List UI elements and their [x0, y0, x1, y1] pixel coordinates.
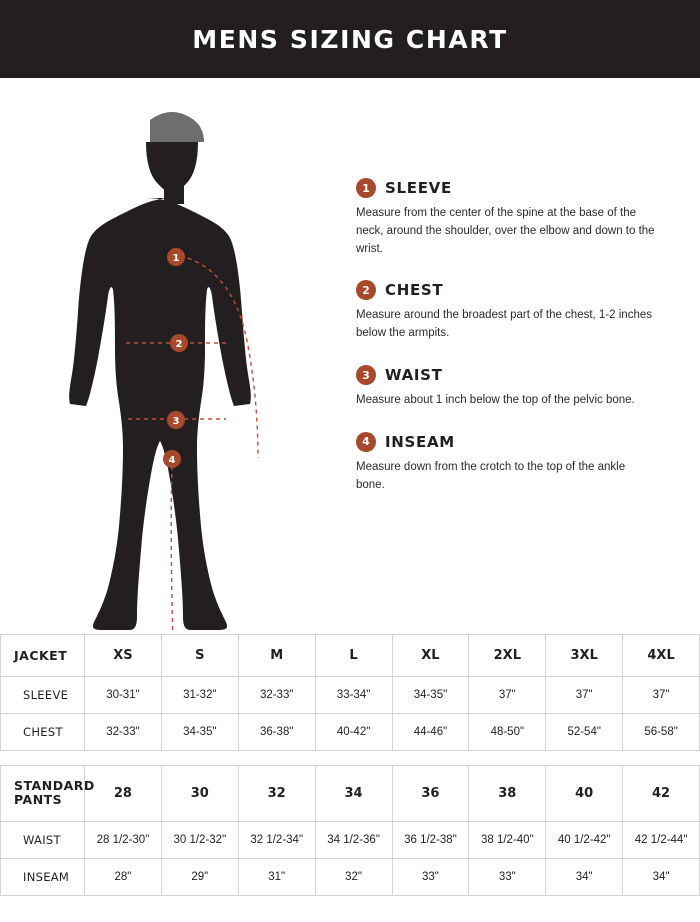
jacket-chest-2xl: 48-50" [469, 714, 546, 751]
pants-inseam-36: 33" [392, 858, 469, 895]
pants-header-32: 32 [238, 766, 315, 822]
table-row [1, 858, 700, 895]
badge-number-icon: 2 [356, 280, 376, 300]
jacket-sleeve-l: 33-34" [315, 677, 392, 714]
pants-waist-38: 38 1/2-40" [469, 821, 546, 858]
table-divider [0, 751, 700, 765]
jacket-header-3xl: 3XL [546, 635, 623, 677]
legend-desc-waist: Measure about 1 inch below the top of the pelvic bone. [356, 394, 635, 407]
jacket-sleeve-xs: 30-31" [85, 677, 162, 714]
jacket-chest-label: CHEST [1, 714, 85, 751]
measurement-guide [0, 78, 700, 634]
pants-header-38: 38 [469, 766, 546, 822]
pants-waist-28: 28 1/2-30" [85, 821, 162, 858]
table-row [1, 714, 700, 751]
legend-desc-chest: Measure around the broadest part of the chest, 1-2 inches below the armpits. [356, 309, 652, 340]
jacket-sleeve-label: SLEEVE [1, 677, 85, 714]
jacket-header-xl: XL [392, 635, 469, 677]
badge-number-icon: 1 [356, 178, 376, 198]
pants-header-28: 28 [85, 766, 162, 822]
pants-waist-30: 30 1/2-32" [161, 821, 238, 858]
jacket-chest-m: 36-38" [238, 714, 315, 751]
pants-header-40: 40 [546, 766, 623, 822]
pants-inseam-34: 32" [315, 858, 392, 895]
legend-item-sleeve [356, 178, 676, 258]
jacket-chest-3xl: 52-54" [546, 714, 623, 751]
jacket-sleeve-3xl: 37" [546, 677, 623, 714]
legend-head-inseam [356, 432, 676, 452]
jacket-header-2xl: 2XL [469, 635, 546, 677]
figure-marker-2 [170, 334, 188, 352]
legend-title-waist: WAIST [385, 366, 443, 385]
pants-waist-40: 40 1/2-42" [546, 821, 623, 858]
legend-title-chest: CHEST [385, 281, 444, 300]
legend-head-sleeve [356, 178, 676, 198]
jacket-header-m: M [238, 635, 315, 677]
body-figure-illustration [0, 78, 345, 634]
jacket-chest-l: 40-42" [315, 714, 392, 751]
jacket-header-xs: XS [85, 635, 162, 677]
figure-marker-1 [167, 248, 185, 266]
jacket-header-s: S [161, 635, 238, 677]
legend-title-inseam: INSEAM [385, 432, 455, 451]
pants-header-42: 42 [623, 766, 700, 822]
pants-size-table [0, 765, 700, 896]
pants-inseam-30: 29" [161, 858, 238, 895]
badge-number-icon: 3 [356, 365, 376, 385]
legend-title-sleeve: SLEEVE [385, 179, 452, 197]
jacket-chest-4xl: 56-58" [623, 714, 700, 751]
jacket-sleeve-m: 32-33" [238, 677, 315, 714]
legend-desc-inseam: Measure down from the crotch to the top of the ankle bone. [356, 460, 626, 491]
jacket-size-table [0, 634, 700, 751]
legend-item-chest [356, 280, 676, 343]
svg-text:1: 1 [172, 253, 180, 264]
jacket-sleeve-2xl: 37" [469, 677, 546, 714]
badge-number-icon: 4 [356, 432, 376, 452]
jacket-sleeve-4xl: 37" [623, 677, 700, 714]
figure-marker-4 [163, 450, 181, 468]
pants-header-label: STANDARD PANTS [1, 766, 85, 822]
pants-header-30: 30 [161, 766, 238, 822]
jacket-header-label: JACKET [1, 635, 85, 677]
pants-waist-42: 42 1/2-44" [623, 821, 700, 858]
table-row [1, 677, 700, 714]
table-header-row [1, 635, 700, 677]
jacket-sleeve-xl: 34-35" [392, 677, 469, 714]
legend-item-inseam [356, 432, 676, 495]
legend-item-waist [356, 365, 676, 410]
size-tables [0, 634, 700, 896]
pants-waist-34: 34 1/2-36" [315, 821, 392, 858]
jacket-header-4xl: 4XL [623, 635, 700, 677]
table-row [1, 821, 700, 858]
pants-waist-label: WAIST [1, 821, 85, 858]
page-header [0, 0, 700, 78]
jacket-sleeve-s: 31-32" [161, 677, 238, 714]
svg-text:4: 4 [168, 455, 176, 466]
jacket-chest-xl: 44-46" [392, 714, 469, 751]
jacket-chest-s: 34-35" [161, 714, 238, 751]
legend-head-chest [356, 280, 676, 300]
pants-inseam-label: INSEAM [1, 858, 85, 895]
svg-text:2: 2 [175, 339, 183, 350]
pants-inseam-28: 28" [85, 858, 162, 895]
figure-marker-3 [167, 411, 185, 429]
pants-inseam-38: 33" [469, 858, 546, 895]
table-header-row [1, 766, 700, 822]
pants-waist-36: 36 1/2-38" [392, 821, 469, 858]
pants-header-34: 34 [315, 766, 392, 822]
jacket-header-l: L [315, 635, 392, 677]
pants-waist-32: 32 1/2-34" [238, 821, 315, 858]
legend-head-waist [356, 365, 676, 385]
pants-inseam-40: 34" [546, 858, 623, 895]
pants-header-36: 36 [392, 766, 469, 822]
pants-inseam-32: 31" [238, 858, 315, 895]
svg-text:3: 3 [172, 416, 180, 427]
legend-desc-sleeve: Measure from the center of the spine at the base of the neck, around the shoulder, over the elbow and down to the wrist. [356, 207, 655, 255]
jacket-chest-xs: 32-33" [85, 714, 162, 751]
pants-inseam-42: 34" [623, 858, 700, 895]
measurement-legend [356, 178, 676, 517]
page-title: MENS SIZING CHART [192, 24, 508, 54]
